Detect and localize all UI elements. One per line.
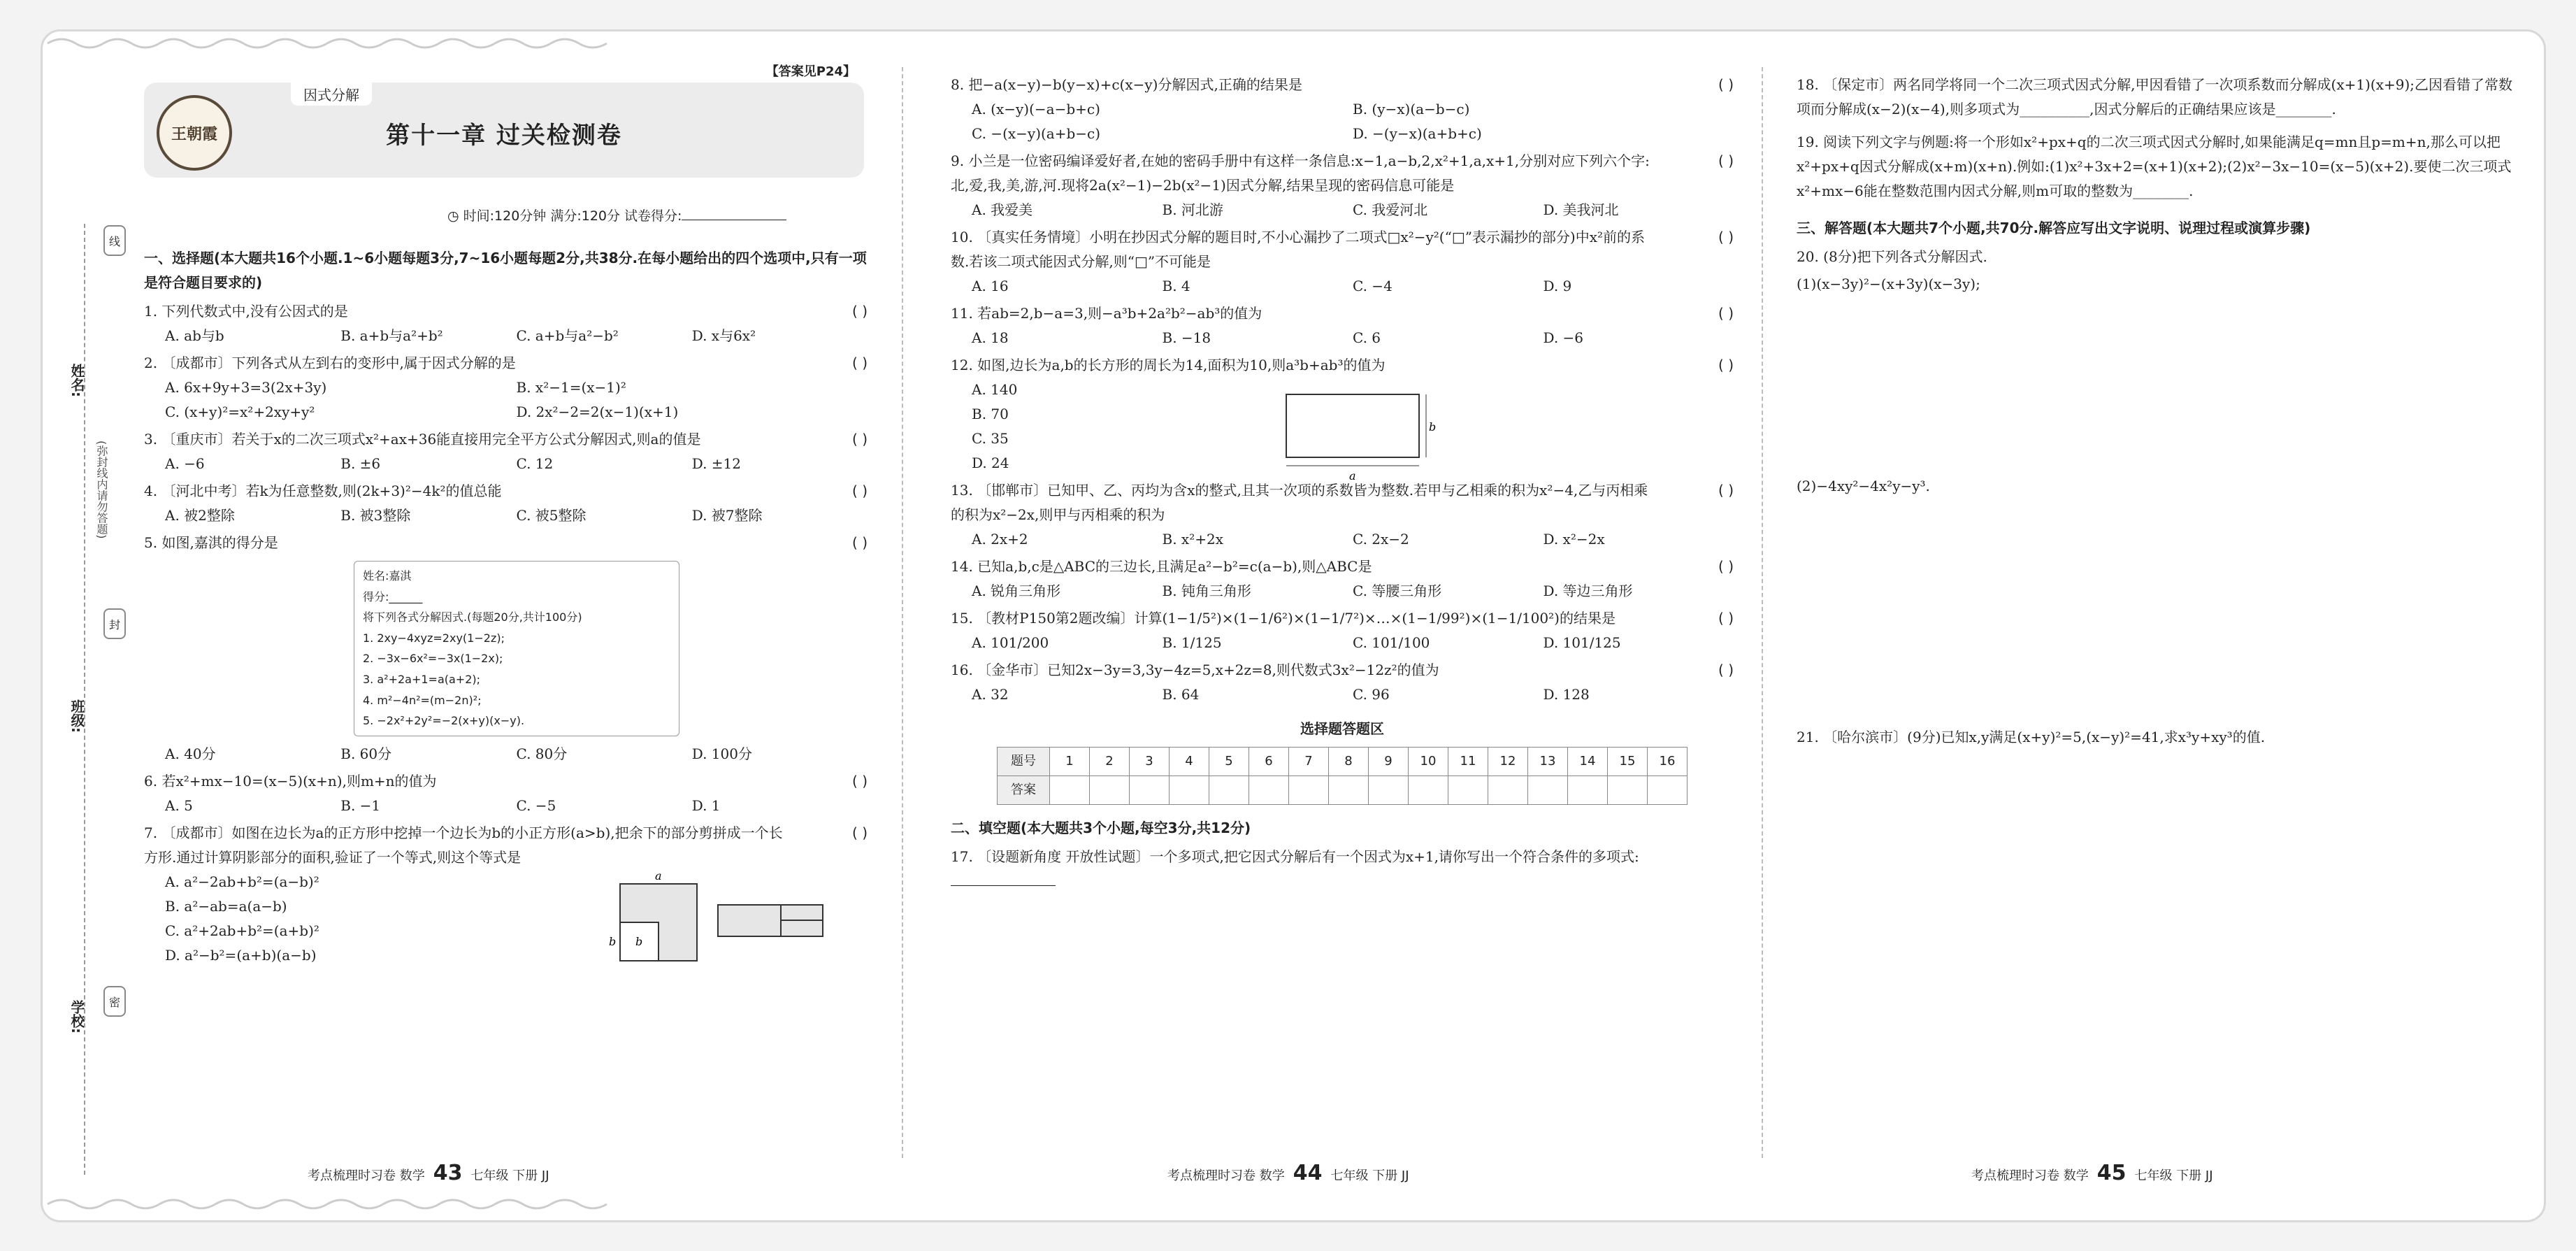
column-divider xyxy=(1762,67,1763,1158)
answer-cell[interactable] xyxy=(1170,776,1209,805)
footer-grade: 七年级 下册 JJ xyxy=(1330,1168,1409,1183)
row-head: 答案 xyxy=(998,776,1050,805)
page-footer xyxy=(308,1161,549,1185)
footer-grade: 七年级 下册 JJ xyxy=(470,1168,549,1183)
option[interactable]: D. −(y−x)(a+b+c) xyxy=(1353,125,1482,142)
answer-reference: 【答案见P24】 xyxy=(765,64,856,79)
question-stem: 2. 〔成都市〕下列各式从左到右的变形中,属于因式分解的是 xyxy=(144,355,516,371)
class-field-label: 班级: xyxy=(69,699,85,733)
question-stem: 4. 〔河北中考〕若k为任意整数,则(2k+3)²−4k²的值总能 xyxy=(144,482,502,499)
question-list xyxy=(951,73,1734,707)
option[interactable]: A. 2x+2 xyxy=(972,531,1028,548)
answer-cell[interactable] xyxy=(1648,776,1688,805)
answer-space[interactable] xyxy=(1797,501,2524,725)
figure-square-cutout xyxy=(599,870,830,975)
question-stem: 5. 如图,嘉淇的得分是 xyxy=(144,534,278,551)
answer-cell[interactable] xyxy=(1090,776,1130,805)
label-b: b xyxy=(609,934,617,948)
option[interactable]: B. 钝角三角形 xyxy=(1162,582,1251,599)
option-list xyxy=(144,324,868,348)
question-20-part-2 xyxy=(1797,474,2524,499)
question xyxy=(951,606,1734,655)
option[interactable]: D. x²−2x xyxy=(1543,531,1605,548)
option[interactable]: A. a²−2ab+b²=(a−b)² xyxy=(165,873,319,890)
column-page-44 xyxy=(951,73,1734,896)
page-footer xyxy=(1971,1161,2213,1185)
option[interactable]: A. 101/200 xyxy=(972,634,1049,651)
question xyxy=(951,478,1734,552)
question-number-cell: 13 xyxy=(1528,748,1568,776)
option[interactable]: A. 40分 xyxy=(165,745,216,762)
question-stem: 11. 若ab=2,b−a=3,则−a³b+2a²b²−ab³的值为 xyxy=(951,305,1262,322)
question-part: (2)−4xy²−4x²y−y³. xyxy=(1797,478,1930,494)
question-number-cell: 8 xyxy=(1329,748,1369,776)
question xyxy=(144,427,868,476)
column-page-43 xyxy=(144,242,868,978)
option[interactable]: D. 等边三角形 xyxy=(1543,582,1633,599)
card-item: 5. −2x²+2y²=−2(x+y)(x−y). xyxy=(363,714,525,728)
option[interactable]: C. 6 xyxy=(1353,329,1381,346)
option[interactable]: D. 100分 xyxy=(691,745,752,762)
option[interactable]: A. 32 xyxy=(972,686,1009,703)
question-number-cell: 4 xyxy=(1170,748,1209,776)
answer-cell[interactable] xyxy=(1568,776,1608,805)
answer-paren[interactable]: ( ) xyxy=(1718,229,1734,245)
option[interactable]: A. 5 xyxy=(165,796,193,814)
option[interactable]: C. −5 xyxy=(516,796,556,814)
seal-mark: 线 xyxy=(103,225,126,256)
question-21 xyxy=(1797,725,2524,750)
option[interactable]: A. 我爱美 xyxy=(972,201,1033,218)
question-number-cell: 6 xyxy=(1249,748,1289,776)
option[interactable]: C. 35 xyxy=(972,430,1009,447)
answer-cell[interactable] xyxy=(1130,776,1170,805)
option[interactable]: B. x²+2x xyxy=(1162,531,1223,548)
topic-chip: 因式分解 xyxy=(291,83,372,106)
question-number-cell: 10 xyxy=(1409,748,1448,776)
option[interactable]: B. x²−1=(x−1)² xyxy=(516,379,626,396)
question-number-cell: 12 xyxy=(1488,748,1528,776)
answer-paren[interactable]: ( ) xyxy=(1718,610,1734,627)
question-stem: 10. 〔真实任务情境〕小明在抄因式分解的题目时,不小心漏抄了二项式□x²−y²(“□”表示漏抄的部分)中x²前的系数.若该二项式能因式分解,则“□”不可能是 xyxy=(951,229,1646,270)
question-stem: 17. 〔设题新角度 开放性试题〕一个多项式,把它因式分解后有一个因式为x+1,请你写出一个符合条件的多项式: xyxy=(951,848,1639,865)
page-number: 45 xyxy=(2096,1161,2127,1185)
option[interactable]: B. ±6 xyxy=(340,455,381,472)
binding-line xyxy=(84,224,85,1175)
answer-paren[interactable]: ( ) xyxy=(852,431,868,448)
card-item: 2. −3x−6x²=−3x(1−2x); xyxy=(363,652,503,666)
question xyxy=(951,353,1734,482)
answer-cell[interactable] xyxy=(1209,776,1249,805)
option[interactable]: A. 140 xyxy=(972,381,1018,398)
seal-mark: 密 xyxy=(103,986,126,1017)
option[interactable]: C. 80分 xyxy=(516,745,568,762)
option[interactable]: B. −18 xyxy=(1162,329,1211,346)
footer-grade: 七年级 下册 JJ xyxy=(2134,1168,2213,1183)
option[interactable]: B. 60分 xyxy=(340,745,392,762)
option[interactable]: C. a+b与a²−b² xyxy=(516,327,619,344)
question xyxy=(144,479,868,528)
option-list xyxy=(144,742,868,766)
question-number-cell: 1 xyxy=(1050,748,1090,776)
option-list xyxy=(144,870,599,968)
footer-book: 考点梳理时习卷 数学 xyxy=(1971,1168,2089,1183)
option-list xyxy=(951,631,1734,655)
question-stem: 1. 下列代数式中,没有公因式的是 xyxy=(144,303,348,320)
option[interactable]: B. 被3整除 xyxy=(340,507,411,524)
answer-paren[interactable]: ( ) xyxy=(852,824,868,841)
footer-book: 考点梳理时习卷 数学 xyxy=(1167,1168,1285,1183)
section-heading: 三、解答题(本大题共7个小题,共70分.解答应写出文字说明、说理过程或演算步骤) xyxy=(1797,220,2311,236)
answer-cell[interactable] xyxy=(1289,776,1329,805)
card-item: 3. a²+2a+1=a(a+2); xyxy=(363,672,481,686)
question-stem: 19. 阅读下列文字与例题:将一个形如x²+px+q的二次三项式因式分解时,如果能满足q=mn且p=m+n,那么可以把x²+px+q因式分解成(x+m)(x+n).例如:(1)x²+3x+2=(x+1)(x+2);(2)x²−3x−10=(x−5)(x+2).要使二次三项式x²+mx−6能在整数范围内因式分解,则m可取的整数为________. xyxy=(1797,134,2512,199)
score-blank[interactable] xyxy=(682,206,786,220)
question-number-cell: 5 xyxy=(1209,748,1249,776)
option[interactable]: D. 2x²−2=2(x−1)(x+1) xyxy=(516,403,679,420)
question xyxy=(951,149,1734,222)
question-stem: 8. 把−a(x−y)−b(y−x)+c(x−y)分解因式,正确的结果是 xyxy=(951,76,1302,93)
question-stem: 6. 若x²+mx−10=(x−5)(x+n),则m+n的值为 xyxy=(144,772,437,789)
option[interactable]: B. 70 xyxy=(972,406,1009,422)
label-b: b xyxy=(1429,420,1437,434)
option[interactable]: D. −6 xyxy=(1543,329,1584,346)
option[interactable]: C. 96 xyxy=(1353,686,1390,703)
question-number-cell: 9 xyxy=(1369,748,1409,776)
card-item: 1. 2xy−4xyz=2xy(1−2z); xyxy=(363,631,505,645)
option[interactable]: C. (x+y)²=x²+2xy+y² xyxy=(165,403,315,420)
answer-paren[interactable]: ( ) xyxy=(1718,305,1734,322)
answer-paren[interactable]: ( ) xyxy=(1718,482,1734,499)
question-stem: 3. 〔重庆市〕若关于x的二次三项式x²+ax+36能直接用完全平方公式分解因式,则a的值是 xyxy=(144,431,701,448)
answer-cell[interactable] xyxy=(1050,776,1090,805)
answer-cell[interactable] xyxy=(1608,776,1648,805)
option[interactable]: A. 被2整除 xyxy=(165,507,235,524)
option[interactable]: D. a²−b²=(a+b)(a−b) xyxy=(165,946,317,964)
clock-icon: ◷ xyxy=(447,208,463,224)
option[interactable]: B. 1/125 xyxy=(1162,634,1222,651)
answer-cell[interactable] xyxy=(1369,776,1409,805)
question xyxy=(951,301,1734,350)
exam-meta-text: 时间:120分钟 满分:120分 试卷得分: xyxy=(463,208,682,224)
option[interactable]: B. 河北游 xyxy=(1162,201,1223,218)
option-list xyxy=(951,579,1734,603)
question-18 xyxy=(1797,73,2524,122)
question xyxy=(144,299,868,348)
option-list xyxy=(951,326,1734,350)
answer-paren[interactable]: ( ) xyxy=(1718,558,1734,575)
footer-book: 考点梳理时习卷 数学 xyxy=(308,1168,425,1183)
answer-cell[interactable] xyxy=(1329,776,1369,805)
option-list xyxy=(951,274,1734,299)
option[interactable]: D. 被7整除 xyxy=(691,507,763,524)
section-heading: 二、填空题(本大题共3个小题,每空3分,共12分) xyxy=(951,820,1251,836)
question-17 xyxy=(951,845,1734,894)
question-20 xyxy=(1797,245,2524,269)
card-score: 得分:______ xyxy=(363,589,423,603)
question-stem: 9. 小兰是一位密码编译爱好者,在她的密码手册中有这样一条信息:x−1,a−b,2,x²+1,a,x+1,分别对应下列六个字:北,爱,我,美,游,河.现将2a(x²−1)−2b(x²−1)因式分解,结果呈现的密码信息可能是 xyxy=(951,152,1650,194)
option[interactable]: B. a+b与a²+b² xyxy=(340,327,443,344)
card-name: 姓名:嘉淇 xyxy=(363,569,412,582)
option-list xyxy=(144,376,868,424)
option[interactable]: D. 9 xyxy=(1543,278,1572,294)
option[interactable]: D. 128 xyxy=(1543,686,1590,703)
answer-cell[interactable] xyxy=(1249,776,1289,805)
question-number-cell: 15 xyxy=(1608,748,1648,776)
question-part: (1)(x−3y)²−(x+3y)(x−3y); xyxy=(1797,276,1980,292)
card-item: 4. m²−4n²=(m−2n)²; xyxy=(363,693,482,707)
option-list xyxy=(951,97,1734,146)
option[interactable]: B. −1 xyxy=(340,796,381,814)
answer-table-title: 选择题答题区 xyxy=(1300,720,1384,737)
brand-logo: 王朝霞 xyxy=(157,95,232,171)
school-field-label: 学校: xyxy=(69,1000,85,1034)
question-stem: 13. 〔邯郸市〕已知甲、乙、丙均为含x的整式,且其一次项的系数皆为整数.若甲与乙相乘的积为x²−4,乙与丙相乘的积为x²−2x,则甲与丙相乘的积为 xyxy=(951,482,1648,523)
chapter-header xyxy=(144,64,864,178)
question xyxy=(951,225,1734,299)
option[interactable]: C. 2x−2 xyxy=(1353,531,1409,548)
answer-cell[interactable] xyxy=(1448,776,1488,805)
answer-paren[interactable]: ( ) xyxy=(1718,662,1734,678)
question-number-cell: 16 xyxy=(1648,748,1688,776)
label-b: b xyxy=(635,934,643,948)
option[interactable]: A. ab与b xyxy=(165,327,224,344)
option-list xyxy=(951,378,1285,476)
answer-cell[interactable] xyxy=(1409,776,1448,805)
option[interactable]: C. 101/100 xyxy=(1353,634,1430,651)
section-heading: 一、选择题(本大题共16个小题.1~6小题每题3分,7~16小题每题2分,共38分.在每小题给出的四个选项中,只有一项是符合题目要求的) xyxy=(144,250,867,291)
option[interactable]: D. 101/125 xyxy=(1543,634,1621,651)
answer-space[interactable] xyxy=(1797,299,2524,474)
answer-paren[interactable]: ( ) xyxy=(852,355,868,371)
option[interactable]: D. ±12 xyxy=(691,455,741,472)
seal-mark: 封 xyxy=(103,608,126,639)
page-number: 43 xyxy=(433,1161,463,1185)
question xyxy=(951,658,1734,707)
answer-blank[interactable] xyxy=(951,871,1056,886)
option-list xyxy=(951,682,1734,707)
option-list xyxy=(144,503,868,528)
page-title: 第十一章 过关检测卷 xyxy=(386,122,622,150)
question-list xyxy=(144,299,868,975)
answer-paren[interactable]: ( ) xyxy=(1718,357,1734,373)
question-19 xyxy=(1797,130,2524,203)
answer-paren[interactable]: ( ) xyxy=(852,772,868,789)
question-stem: 14. 已知a,b,c是△ABC的三边长,且满足a²−b²=c(a−b),则△ABC是 xyxy=(951,558,1372,575)
question xyxy=(144,769,868,818)
exam-meta xyxy=(447,206,786,224)
option[interactable]: A. 6x+9y+3=3(2x+3y) xyxy=(165,379,327,396)
answer-paren[interactable]: ( ) xyxy=(1718,76,1734,93)
option[interactable]: C. 被5整除 xyxy=(516,507,587,524)
answer-paren[interactable]: ( ) xyxy=(1718,152,1734,169)
answer-paren[interactable]: ( ) xyxy=(852,534,868,551)
question-stem: 16. 〔金华市〕已知2x−3y=3,3y−4z=5,x+2z=8,则代数式3x²−12z²的值为 xyxy=(951,662,1439,678)
option[interactable]: C. 我爱河北 xyxy=(1353,201,1428,218)
answer-paren[interactable]: ( ) xyxy=(852,303,868,320)
option[interactable]: C. a²+2ab+b²=(a+b)² xyxy=(165,922,319,939)
option[interactable]: B. (y−x)(a−b−c) xyxy=(1353,101,1470,117)
option[interactable]: A. 18 xyxy=(972,329,1009,346)
question-stem: 12. 如图,边长为a,b的长方形的周长为14,面积为10,则a³b+ab³的值为 xyxy=(951,357,1386,373)
question-stem: 21. 〔哈尔滨市〕(9分)已知x,y满足(x+y)²=5,(x−y)²=41,求x³y+xy³的值. xyxy=(1797,729,2266,745)
option[interactable]: C. 等腰三角形 xyxy=(1353,582,1442,599)
page-number: 44 xyxy=(1293,1161,1323,1185)
option[interactable]: D. x与6x² xyxy=(691,327,756,344)
page-footer xyxy=(1167,1161,1409,1185)
question xyxy=(144,821,868,975)
answer-cell[interactable] xyxy=(1488,776,1528,805)
question xyxy=(951,555,1734,603)
answer-table xyxy=(997,747,1688,805)
option[interactable]: A. (x−y)(−a−b+c) xyxy=(972,101,1100,117)
question-stem: 7. 〔成都市〕如图在边长为a的正方形中挖掉一个边长为b的小正方形(a>b),把余下的部分剪拼成一个长方形.通过计算阴影部分的面积,验证了一个等式,则这个等式是 xyxy=(144,824,783,866)
question-stem: 15. 〔教材P150第2题改编〕计算(1−1/5²)×(1−1/6²)×(1−1/7²)×…×(1−1/99²)×(1−1/100²)的结果是 xyxy=(951,610,1616,627)
question-number-cell: 2 xyxy=(1090,748,1130,776)
option-list xyxy=(144,794,868,818)
row-head: 题号 xyxy=(998,748,1050,776)
question-number-cell: 3 xyxy=(1130,748,1170,776)
question xyxy=(951,73,1734,146)
figure-rectangle xyxy=(1279,385,1440,489)
column-divider xyxy=(902,67,903,1158)
option[interactable]: C. −(x−y)(a+b−c) xyxy=(972,125,1101,142)
option-list xyxy=(951,527,1734,552)
column-page-45 xyxy=(1797,73,2524,752)
answer-cell[interactable] xyxy=(1528,776,1568,805)
option[interactable]: C. 12 xyxy=(516,455,554,472)
option[interactable]: B. 64 xyxy=(1162,686,1200,703)
option[interactable]: C. −4 xyxy=(1353,278,1393,294)
option[interactable]: B. 4 xyxy=(1162,278,1190,294)
answer-paren[interactable]: ( ) xyxy=(852,482,868,499)
question-stem: 20. (8分)把下列各式分解因式. xyxy=(1797,248,1987,265)
option-list xyxy=(144,452,868,476)
option[interactable]: A. −6 xyxy=(165,455,205,472)
question-number-cell: 14 xyxy=(1568,748,1608,776)
score-card xyxy=(354,561,679,736)
seal-warning: (弥封线内请勿答题) xyxy=(95,441,108,539)
option[interactable]: D. 24 xyxy=(972,455,1009,471)
question xyxy=(144,351,868,424)
option-list xyxy=(951,198,1734,222)
label-a: a xyxy=(1349,469,1356,482)
option[interactable]: A. 锐角三角形 xyxy=(972,582,1061,599)
option[interactable]: A. 16 xyxy=(972,278,1009,294)
label-a: a xyxy=(655,869,662,882)
question-stem: 18. 〔保定市〕两名同学将同一个二次三项式因式分解,甲因看错了一次项系数而分解成(x+1)(x+9);乙因看错了常数项而分解成(x−2)(x−4),则多项式为__________,因式分解后的正确结果应该是________. xyxy=(1797,76,2512,117)
option[interactable]: D. 1 xyxy=(691,796,721,814)
option[interactable]: D. 美我河北 xyxy=(1543,201,1619,218)
name-field-label: 姓名: xyxy=(69,364,85,397)
question-number-cell: 7 xyxy=(1289,748,1329,776)
card-intro: 将下列各式分解因式.(每题20分,共计100分) xyxy=(363,610,582,624)
option[interactable]: B. a²−ab=a(a−b) xyxy=(165,897,287,915)
question xyxy=(144,531,868,766)
question-20-part-1 xyxy=(1797,272,2524,296)
question-number-cell: 11 xyxy=(1448,748,1488,776)
